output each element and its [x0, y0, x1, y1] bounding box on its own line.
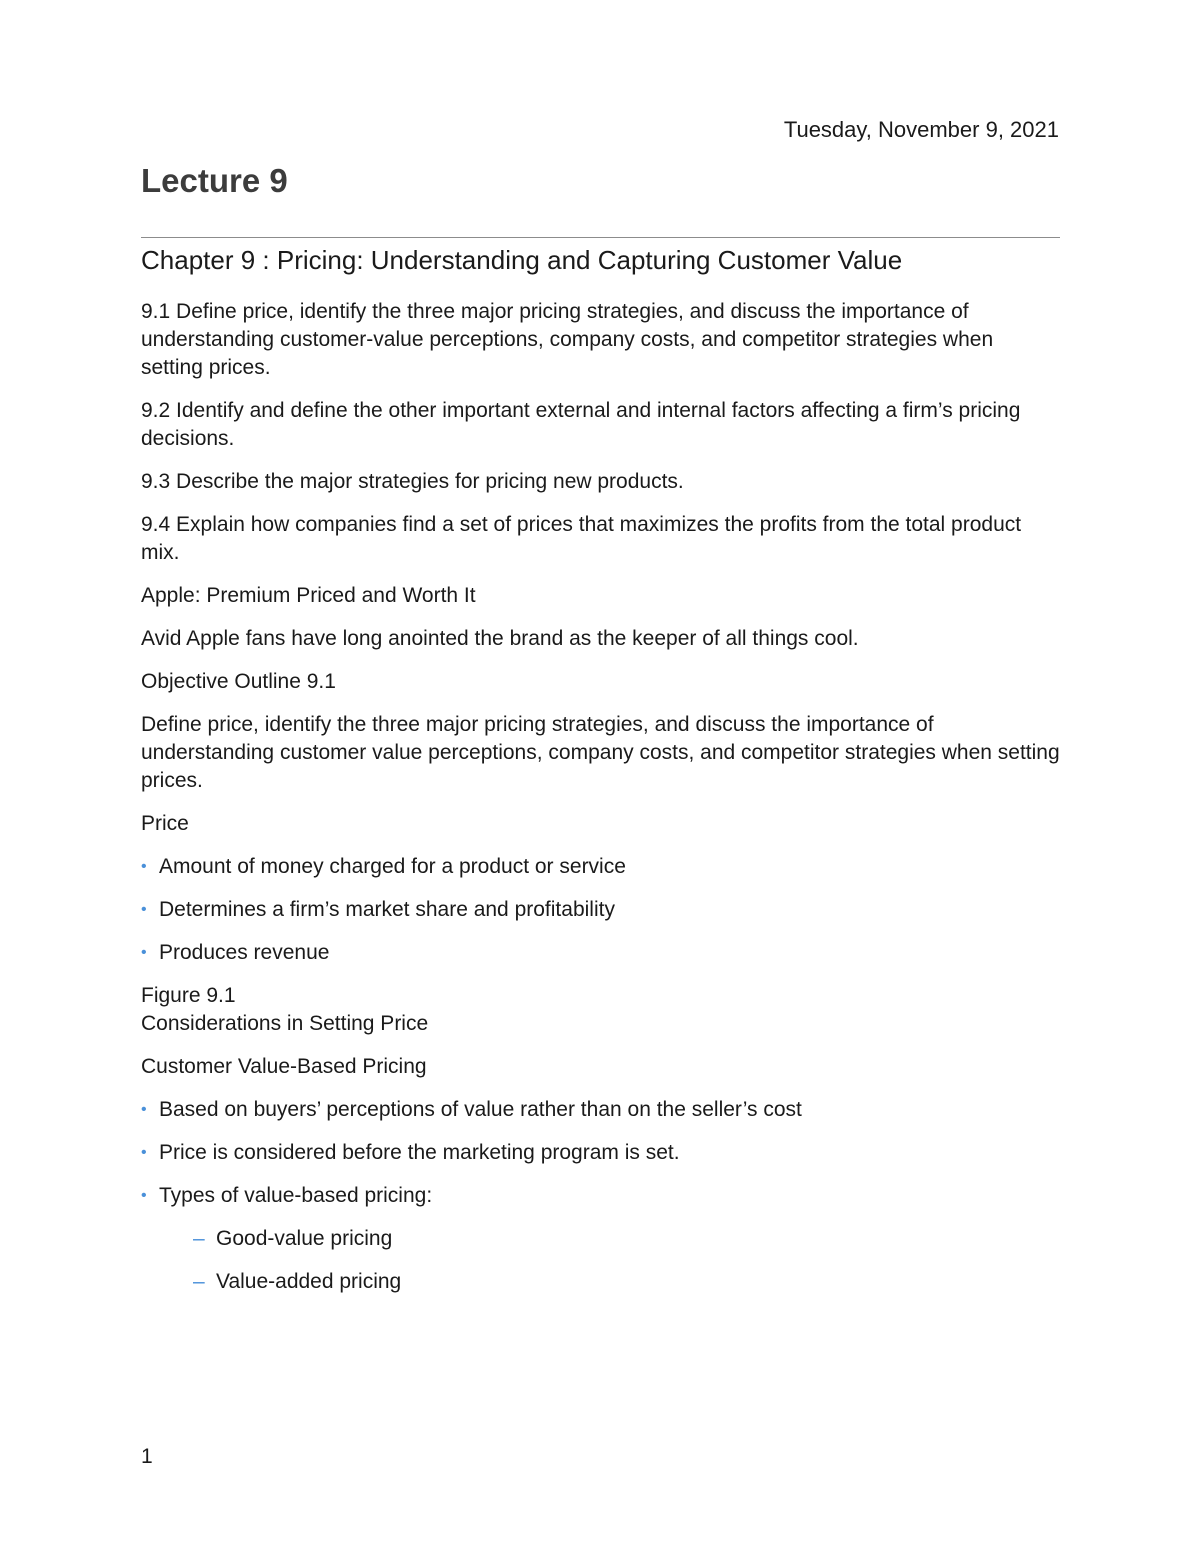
price-heading: Price [141, 812, 189, 835]
page-number: 1 [141, 1445, 153, 1468]
objective-text: Describe the major strategies for pricing new products. [170, 470, 684, 493]
sub-list-item [141, 1225, 1060, 1253]
chapter-heading: Chapter 9 : Pricing: Understanding and Capturing Customer Value [141, 245, 903, 275]
objective-text: Define price, identify the three major pricing strategies, and discuss the importance of understanding customer-value perceptions, company costs, and competitor strategies when setting prices. [141, 300, 994, 379]
figure-label: Figure 9.1 [141, 984, 236, 1007]
list-item-text: Types of value-based pricing: [159, 1184, 433, 1207]
bullet-icon: • [141, 901, 147, 918]
apple-text: Avid Apple fans have long anointed the brand as the keeper of all things cool. [141, 627, 859, 650]
list-item [141, 896, 1060, 924]
list-item [141, 1182, 1060, 1210]
cvbp-heading: Customer Value-Based Pricing [141, 1055, 427, 1078]
figure-caption: Considerations in Setting Price [141, 1012, 429, 1035]
objective-9-1 [141, 298, 1060, 382]
list-item-text: Price is considered before the marketing program is set. [159, 1141, 680, 1164]
dash-icon: – [193, 1270, 205, 1293]
apple-heading: Apple: Premium Priced and Worth It [141, 584, 476, 607]
date-line: Tuesday, November 9, 2021 [783, 117, 1059, 142]
objective-9-3 [141, 468, 1060, 496]
figure-reference [141, 982, 1060, 1038]
sub-list-item-text: Value-added pricing [216, 1270, 402, 1293]
objective-number: 9.4 [141, 513, 171, 536]
document-body [141, 244, 1060, 1311]
list-item-text: Based on buyers’ perceptions of value rather than on the seller’s cost [159, 1098, 802, 1121]
list-item-text: Amount of money charged for a product or service [159, 855, 626, 878]
list-item [141, 1096, 1060, 1124]
page-title: Lecture 9 [141, 162, 288, 199]
outline-heading: Objective Outline 9.1 [141, 670, 336, 693]
title-divider [141, 237, 1060, 238]
objective-text: Explain how companies find a set of prices that maximizes the profits from the total product mix. [141, 513, 1022, 564]
list-item [141, 853, 1060, 881]
bullet-icon: • [141, 858, 147, 875]
objective-number: 9.3 [141, 470, 171, 493]
list-item [141, 1139, 1060, 1167]
bullet-icon: • [141, 1187, 147, 1204]
objective-9-4 [141, 511, 1060, 567]
bullet-icon: • [141, 944, 147, 961]
objective-9-2 [141, 397, 1060, 453]
list-item-text: Determines a firm’s market share and profitability [159, 898, 615, 921]
list-item [141, 939, 1060, 967]
dash-icon: – [193, 1227, 205, 1250]
sub-list-item [141, 1268, 1060, 1296]
list-item-text: Produces revenue [159, 941, 330, 964]
objective-number: 9.2 [141, 399, 171, 422]
outline-text: Define price, identify the three major pricing strategies, and discuss the importance of understanding customer value perceptions, company costs, and competitor strategies when setting prices. [141, 713, 1060, 792]
objective-number: 9.1 [141, 300, 171, 323]
objective-text: Identify and define the other important external and internal factors affecting a firm’s pricing decisions. [141, 399, 1021, 450]
bullet-icon: • [141, 1101, 147, 1118]
sub-list-item-text: Good-value pricing [216, 1227, 393, 1250]
bullet-icon: • [141, 1144, 147, 1161]
